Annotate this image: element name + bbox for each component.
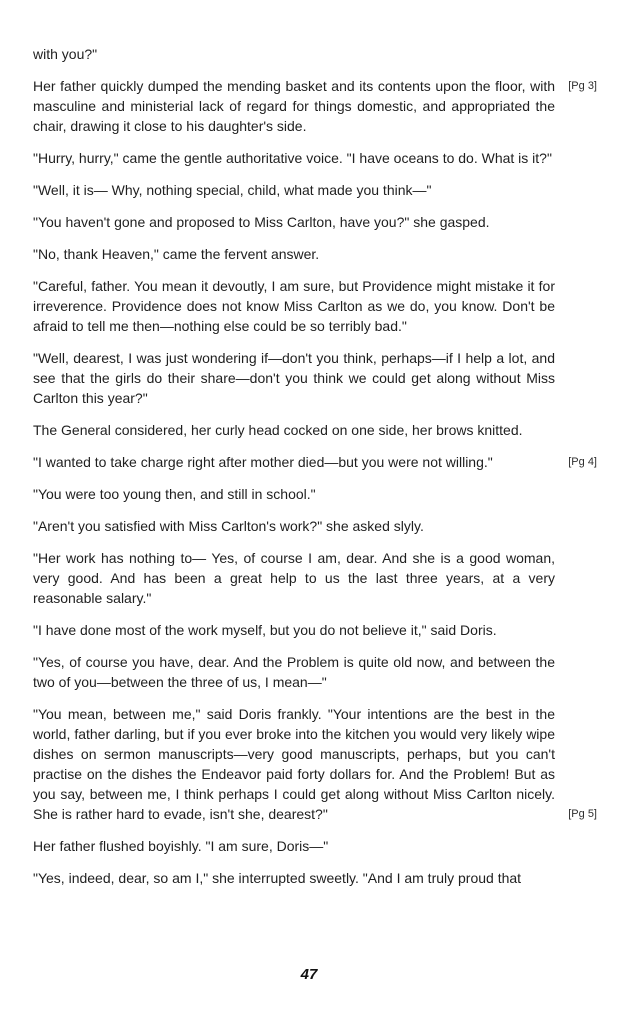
paragraph: "I wanted to take charge right after mother died—but you were not willing." [Pg 4] [33, 454, 597, 470]
paragraph: "Yes, of course you have, dear. And the Problem is quite old now, and between the two of you—between the three of us, I mean—" [33, 654, 555, 690]
paragraph: "You mean, between me," said Doris frankly. "Your intentions are the best in the world, father darling, but if you ever broke into the kitchen you would very likely wipe dishes on sermon manuscripts—very good manuscripts, perhaps, but you can't practise on the dishes the Endeavor paid forty dollars for. And the Problem! But as you say, between me, I think perhaps I could get along without Miss Carlton nicely. She is rather hard to evade, isn't she, dearest?" [Pg 5] [33, 706, 597, 822]
paragraph: Her father quickly dumped the mending basket and its contents upon the floor, with masculine and ministerial lack of regard for things domestic, and appropriated the chair, drawing it close to his daughter's side. [Pg 3] [33, 78, 597, 134]
paragraph: "Careful, father. You mean it devoutly, I am sure, but Providence might mistake it for irreverence. Providence does not know Miss Carlton as we do, you know. Don't be afraid to tell me then—nothing else could be so terribly bad." [33, 278, 555, 334]
page-anchor-marker: [Pg 3] [568, 80, 597, 92]
paragraph: "You haven't gone and proposed to Miss Carlton, have you?" she gasped. [33, 214, 490, 230]
paragraph: "Yes, indeed, dear, so am I," she interrupted sweetly. "And I am truly proud that [33, 870, 522, 886]
paragraph: "No, thank Heaven," came the fervent answer. [33, 246, 320, 262]
paragraph: "Her work has nothing to— Yes, of course I am, dear. And she is a good woman, very good. And has been a great help to us the last three years, at a very reasonable salary." [33, 550, 555, 606]
paragraph: "I have done most of the work myself, but you do not believe it," said Doris. [33, 622, 497, 638]
paragraph: "You were too young then, and still in school." [33, 486, 316, 502]
paragraph: "Well, it is— Why, nothing special, child, what made you think—" [33, 182, 432, 198]
paragraph: with you?" [33, 46, 98, 62]
paragraph: "Hurry, hurry," came the gentle authoritative voice. "I have oceans to do. What is it?" [33, 150, 552, 166]
paragraph: "Well, dearest, I was just wondering if—don't you think, perhaps—if I help a lot, and see that the girls do their share—don't you think we could get along without Miss Carlton this year?" [33, 350, 555, 406]
page-number: 47 [300, 966, 318, 983]
page-anchor-marker: [Pg 4] [568, 456, 597, 468]
page-anchor-marker: [Pg 5] [568, 808, 597, 820]
paragraph-list [33, 44, 597, 900]
paragraph: The General considered, her curly head cocked on one side, her brows knitted. [33, 422, 523, 438]
paragraph: Her father flushed boyishly. "I am sure, Doris—" [33, 838, 329, 854]
paragraph: "Aren't you satisfied with Miss Carlton's work?" she asked slyly. [33, 518, 424, 534]
